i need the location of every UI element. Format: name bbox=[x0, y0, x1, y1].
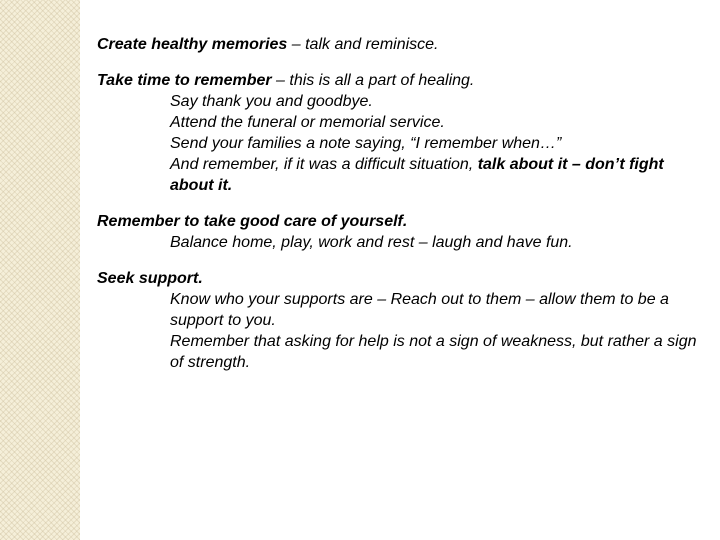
section-self-care bbox=[97, 211, 697, 253]
section-seek-support bbox=[97, 268, 697, 373]
bullet-line: Know who your supports are – Reach out to them – allow them to be a support to you. bbox=[170, 291, 669, 329]
bullet-line-final bbox=[97, 154, 697, 196]
decorative-side-band bbox=[0, 0, 80, 540]
heading-bold: Take time to remember bbox=[97, 72, 272, 89]
section-heading bbox=[97, 211, 697, 232]
bullet-line: Remember that asking for help is not a sign of weakness, but rather a sign of strength. bbox=[170, 333, 697, 371]
bullet-line: Attend the funeral or memorial service. bbox=[170, 114, 445, 131]
heading-rest: – this is all a part of healing. bbox=[271, 72, 475, 89]
heading-bold: Seek support. bbox=[97, 270, 203, 287]
heading-bold: Create healthy memories bbox=[97, 36, 288, 53]
section-heading bbox=[97, 34, 697, 55]
bullet-line: Say thank you and goodbye. bbox=[170, 93, 373, 110]
slide-content bbox=[97, 34, 697, 388]
heading-bold: Remember to take good care of yourself. bbox=[97, 213, 408, 230]
bullet-line: Balance home, play, work and rest – laugh and have fun. bbox=[170, 234, 573, 251]
section-heading bbox=[97, 70, 697, 91]
heading-rest: – talk and reminisce. bbox=[287, 36, 439, 53]
final-line-text: And remember, if it was a difficult situation, bbox=[170, 156, 478, 173]
final-line-bold: talk about it – don’t fight about it. bbox=[170, 156, 664, 194]
section-heading bbox=[97, 268, 697, 289]
bullet-line: Send your families a note saying, “I remember when…” bbox=[170, 135, 562, 152]
section-take-time bbox=[97, 70, 697, 196]
section-healthy-memories bbox=[97, 34, 697, 55]
